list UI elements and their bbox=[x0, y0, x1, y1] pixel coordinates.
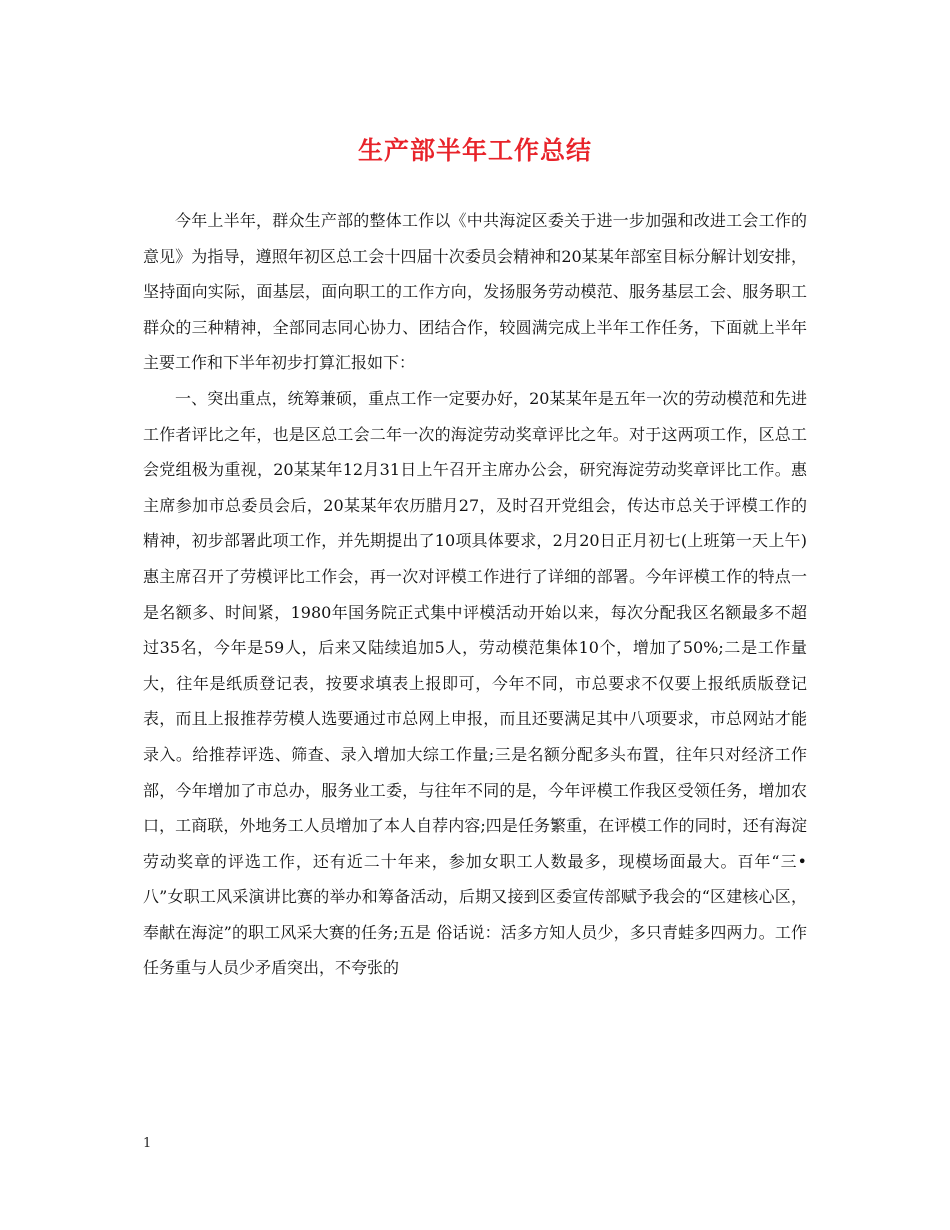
page-number: 1 bbox=[143, 1136, 152, 1151]
document-title: 生产部半年工作总结 bbox=[357, 136, 592, 165]
paragraph-section-one: 一、突出重点，统筹兼硕，重点工作一定要办好，20某某年是五年一次的劳动模范和先进工作者评比之年，也是区总工会二年一次的海淀劳动奖章评比之年。对于这两项工作，区总工会党组极为重视，20某某年12月31日上午召开主席办公会，研究海淀劳动奖章评比工作。惠主席参加市总委员会后，20某某年农历腊月27，及时召开党组会，传达市总关于评模工作的精神，初步部署此项工作，并先期提出了10项具体要求，2月20日正月初七(上班第一天上午)惠主席召开了劳模评比工作会，再一次对评模工作进行了详细的部署。今年评模工作的特点一是名额多、时间紧，1980年国务院正式集中评模活动开始以来，每次分配我区名额最多不超过35名，今年是59人，后来又陆续追加5人，劳动模范集体10个，增加了50%;二是工作量大，往年是纸质登记表，按要求填表上报即可，今年不同，市总要求不仅要上报纸质版登记表，而且上报推荐劳模人选要通过市总网上申报，而且还要满足其中八项要求，市总网站才能录入。给推荐评选、筛查、录入增加大综工作量;三是名额分配多头布置，往年只对经济工作部，今年增加了市总办，服务业工委，与往年不同的是，今年评模工作我区受领任务，增加农口，工商联，外地务工人员增加了本人自荐内容;四是任务繁重，在评模工作的同时，还有海淀劳动奖章的评选工作，还有近二十年来，参加女职工人数最多，现模场面最大。百年“三•八”女职工风采演讲比赛的举办和筹备活动，后期又接到区委宣传部赋予我会的“区建核心区，奉献在海淀”的职工风采大赛的任务;五是 俗话说：活多方知人员少，多只青蛙多四两力。工作任务重与人员少矛盾突出，不夸张的 bbox=[143, 388, 807, 978]
document-body bbox=[143, 203, 807, 986]
paragraph-intro: 今年上半年，群众生产部的整体工作以《中共海淀区委关于进一步加强和改进工会工作的意见》为指导，遵照年初区总工会十四届十次委员会精神和20某某年部室目标分解计划安排，坚持面向实际，面基层，面向职工的工作方向，发扬服务劳动模范、服务基层工会、服务职工群众的三种精神，全部同志同心协力、团结合作，较圆满完成上半年工作任务，下面就上半年主要工作和下半年初步打算汇报如下： bbox=[143, 211, 807, 373]
